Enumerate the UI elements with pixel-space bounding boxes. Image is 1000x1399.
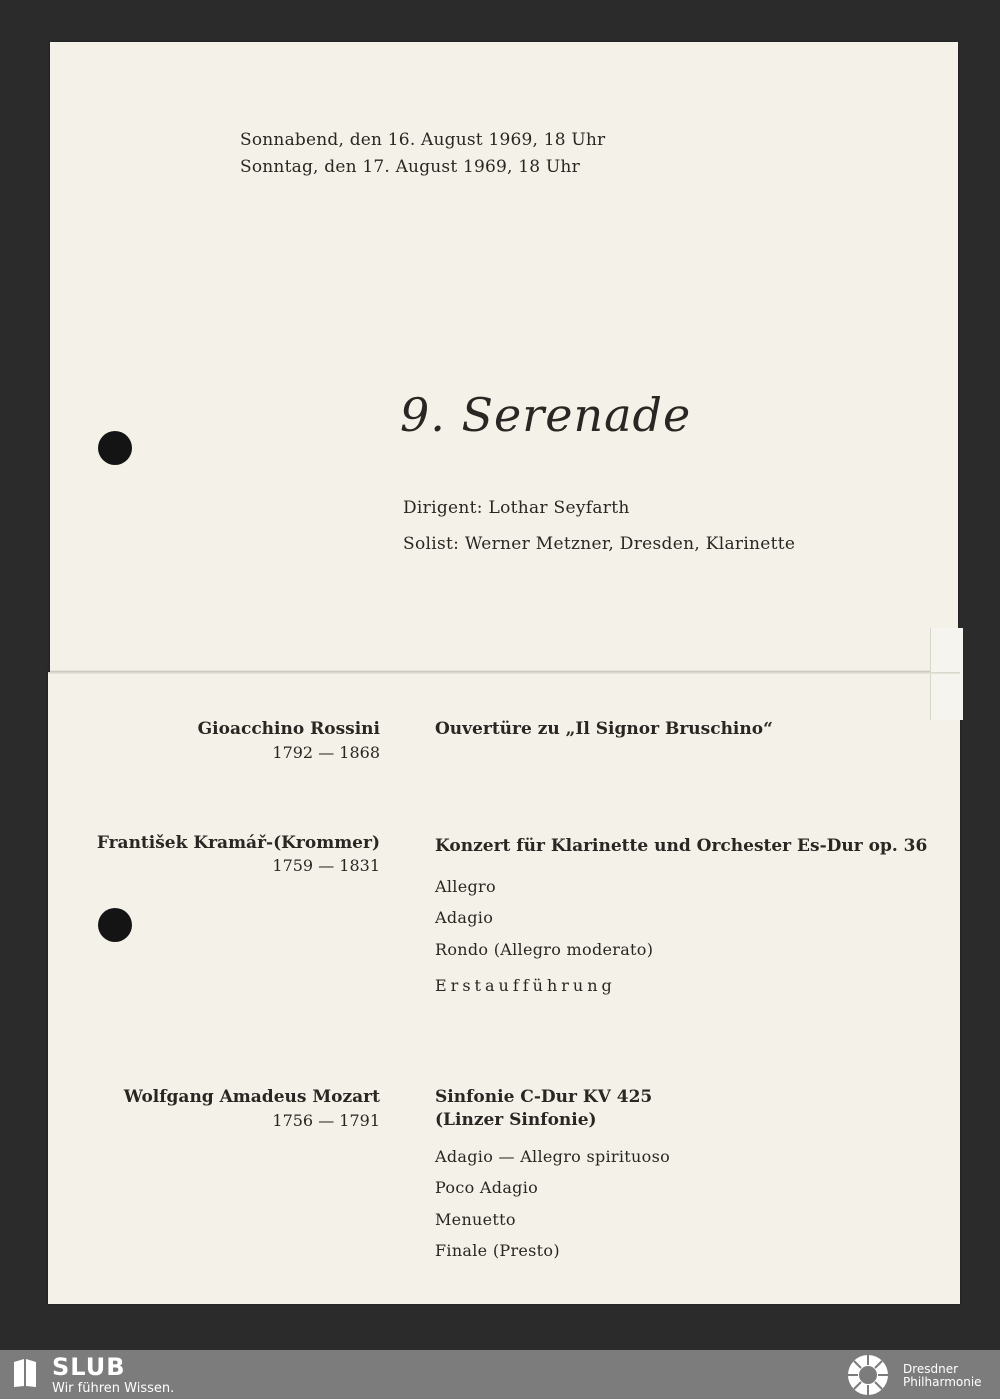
library-name[interactable]: SLUB [52, 1353, 126, 1381]
work-subtitle: (Linzer Sinfonie) [435, 1110, 597, 1130]
library-tagline: Wir führen Wissen. [52, 1381, 175, 1396]
performance-date-2: Sonntag, den 17. August 1969, 18 Uhr [240, 157, 580, 177]
composer-name: František Kramář-(Krommer) [96, 833, 380, 853]
work-title: Konzert für Klarinette und Orchester Es-Dur op. 36 [435, 836, 928, 856]
movement: Menuetto [435, 1210, 516, 1229]
concert-title: 9. Serenade [400, 388, 692, 442]
composer-name: Gioacchino Rossini [197, 719, 380, 739]
partner-name-line2[interactable]: Philharmonie [903, 1375, 982, 1389]
movement: Finale (Presto) [435, 1241, 560, 1260]
composer-name: Wolfgang Amadeus Mozart [123, 1087, 380, 1107]
book-icon [12, 1358, 38, 1388]
movement: Adagio — Allegro spirituoso [435, 1147, 671, 1166]
movement: Allegro [435, 877, 496, 896]
work-title: Ouvertüre zu „Il Signor Bruschino“ [435, 719, 773, 739]
punch-hole [98, 431, 132, 465]
conductor-credit: Dirigent: Lothar Seyfarth [403, 498, 630, 518]
composer-years: 1759 — 1831 [272, 856, 380, 875]
fold-edge [930, 628, 963, 720]
movement: Rondo (Allegro moderato) [435, 940, 654, 959]
performance-date-1: Sonnabend, den 16. August 1969, 18 Uhr [240, 130, 606, 150]
soloist-credit: Solist: Werner Metzner, Dresden, Klarinette [403, 534, 796, 554]
footer-bar [0, 1350, 1000, 1399]
composer-years: 1756 — 1791 [272, 1111, 380, 1130]
sunburst-logo-icon [843, 1353, 893, 1397]
premiere-note: Erstaufführung [435, 976, 616, 995]
fold-line [48, 672, 960, 674]
work-title: Sinfonie C-Dur KV 425 [435, 1087, 653, 1107]
movement: Poco Adagio [435, 1178, 539, 1197]
composer-years: 1792 — 1868 [272, 743, 380, 762]
partner-name-line1[interactable]: Dresdner [903, 1362, 959, 1376]
movement: Adagio [435, 908, 494, 927]
punch-hole [98, 908, 132, 942]
